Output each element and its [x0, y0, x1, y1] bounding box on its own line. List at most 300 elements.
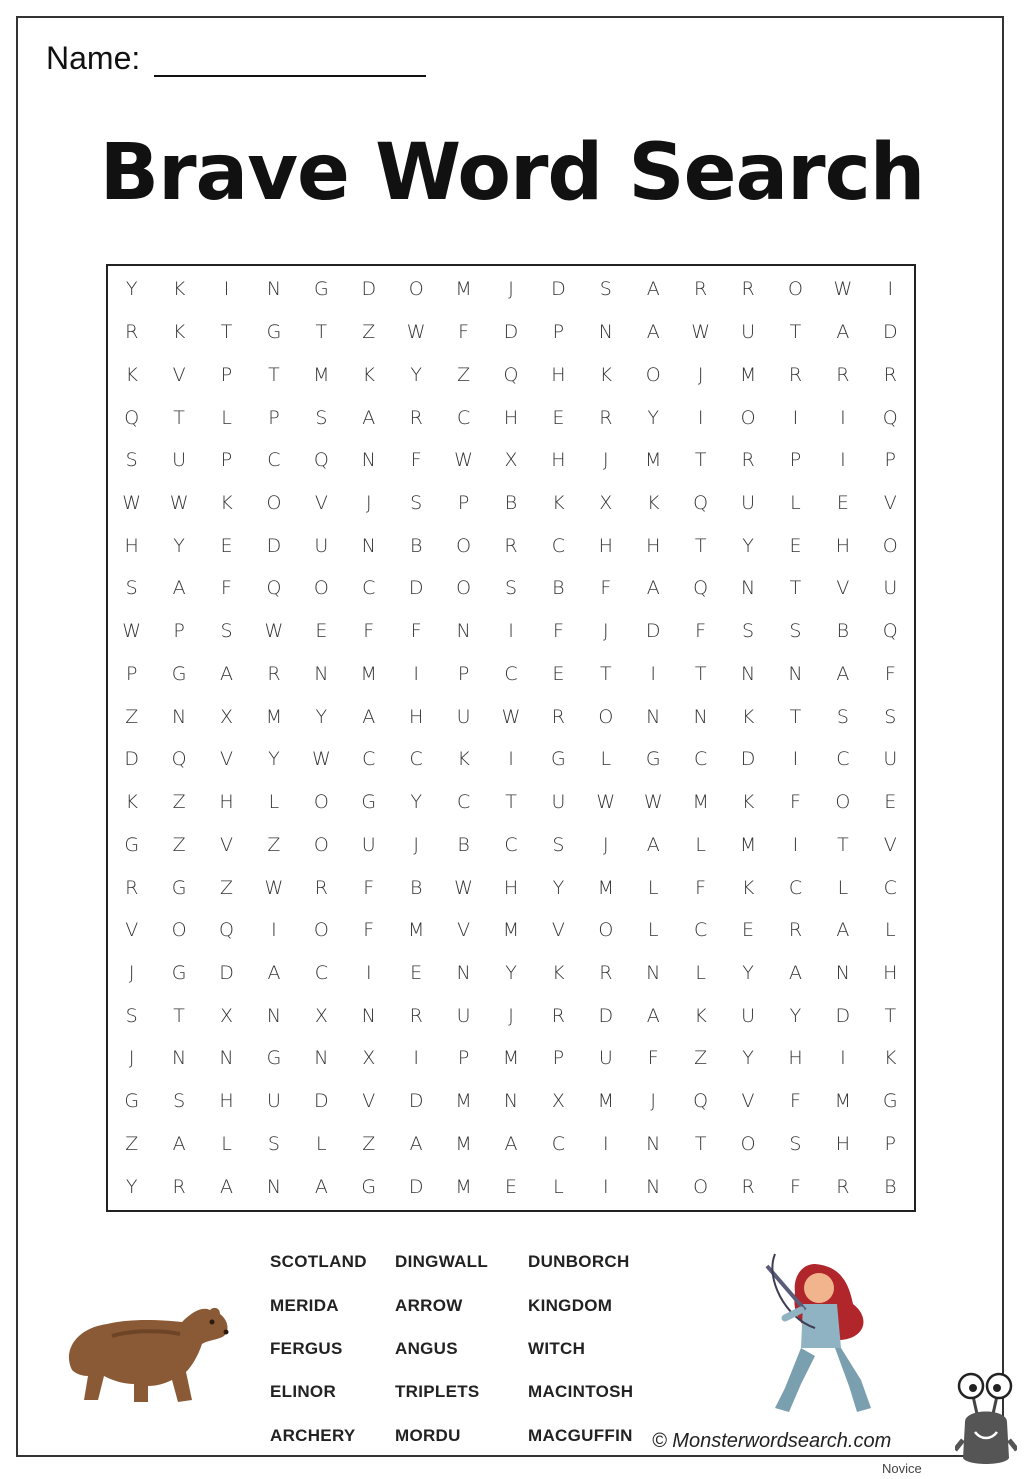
grid-letter[interactable]: H — [503, 406, 519, 429]
grid-letter[interactable]: H — [551, 363, 566, 386]
grid-letter[interactable]: U — [741, 321, 755, 344]
grid-letter[interactable]: M — [455, 1132, 472, 1155]
grid-letter[interactable]: O — [313, 577, 329, 600]
grid-letter[interactable]: H — [124, 534, 139, 557]
grid-letter[interactable]: M — [360, 662, 377, 685]
grid-letter[interactable]: F — [363, 919, 375, 942]
grid-letter[interactable]: Y — [742, 961, 754, 984]
grid-letter[interactable]: W — [169, 491, 189, 514]
grid-letter[interactable]: Z — [220, 876, 234, 899]
grid-letter[interactable]: S — [504, 577, 518, 600]
grid-letter[interactable]: W — [833, 278, 853, 301]
grid-letter[interactable]: G — [551, 748, 566, 771]
grid-letter[interactable]: I — [413, 662, 419, 685]
grid-letter[interactable]: D — [219, 961, 234, 984]
grid-letter[interactable]: V — [457, 919, 471, 942]
grid-letter[interactable]: K — [694, 1004, 707, 1027]
grid-letter[interactable]: T — [789, 577, 802, 600]
grid-letter[interactable]: S — [267, 1132, 280, 1155]
grid-letter[interactable]: R — [599, 961, 613, 984]
grid-letter[interactable]: F — [458, 321, 470, 344]
grid-letter[interactable]: I — [271, 919, 277, 942]
grid-letter[interactable]: V — [741, 1090, 755, 1113]
grid-letter[interactable]: D — [408, 1090, 424, 1113]
grid-letter[interactable]: L — [553, 1175, 564, 1198]
grid-letter[interactable]: T — [694, 662, 707, 685]
grid-letter[interactable]: C — [409, 748, 423, 771]
grid-letter[interactable]: V — [172, 363, 186, 386]
grid-letter[interactable]: A — [267, 961, 281, 984]
grid-letter[interactable]: W — [501, 705, 521, 728]
grid-letter[interactable]: M — [834, 1090, 852, 1113]
grid-letter[interactable]: L — [268, 791, 280, 814]
grid-letter[interactable]: F — [363, 876, 375, 899]
grid-letter[interactable]: W — [122, 620, 142, 643]
grid-letter[interactable]: A — [172, 577, 186, 600]
grid-letter[interactable]: Q — [219, 919, 234, 942]
grid-letter[interactable]: I — [413, 1047, 419, 1070]
grid-letter[interactable]: F — [600, 577, 612, 600]
grid-letter[interactable]: B — [884, 1175, 897, 1198]
grid-letter[interactable]: Z — [362, 1132, 376, 1155]
grid-letter[interactable]: A — [646, 278, 660, 301]
grid-letter[interactable]: N — [219, 1047, 234, 1070]
grid-letter[interactable]: X — [599, 491, 613, 514]
grid-letter[interactable]: Y — [742, 534, 754, 557]
grid-letter[interactable]: R — [551, 705, 565, 728]
grid-letter[interactable]: V — [836, 577, 850, 600]
grid-letter[interactable]: A — [409, 1132, 423, 1155]
grid-letter[interactable]: G — [171, 662, 187, 685]
grid-letter[interactable]: R — [409, 406, 423, 429]
grid-letter[interactable]: Y — [410, 791, 422, 814]
grid-letter[interactable]: S — [836, 705, 849, 728]
grid-letter[interactable]: E — [220, 534, 233, 557]
grid-letter[interactable]: D — [598, 1004, 614, 1027]
grid-letter[interactable]: A — [646, 321, 660, 344]
grid-letter[interactable]: V — [220, 833, 234, 856]
grid-letter[interactable]: L — [790, 491, 801, 514]
grid-letter[interactable]: M — [739, 363, 757, 386]
grid-letter[interactable]: W — [454, 876, 473, 899]
grid-letter[interactable]: P — [552, 321, 565, 344]
grid-letter[interactable]: U — [883, 577, 898, 600]
grid-letter[interactable]: Y — [315, 705, 328, 728]
grid-letter[interactable]: F — [647, 1047, 659, 1070]
grid-letter[interactable]: M — [502, 919, 520, 942]
grid-letter[interactable]: W — [122, 491, 142, 514]
grid-letter[interactable]: A — [836, 321, 850, 344]
grid-letter[interactable]: C — [504, 833, 518, 856]
grid-letter[interactable]: E — [410, 961, 423, 984]
grid-letter[interactable]: N — [456, 620, 471, 643]
grid-letter[interactable]: K — [599, 363, 613, 386]
grid-letter[interactable]: F — [552, 620, 564, 643]
grid-letter[interactable]: W — [596, 791, 616, 814]
grid-letter[interactable]: K — [552, 491, 565, 514]
grid-letter[interactable]: C — [362, 748, 376, 771]
grid-letter[interactable]: H — [883, 961, 898, 984]
grid-letter[interactable]: A — [172, 1132, 186, 1155]
grid-letter[interactable]: Y — [789, 1004, 802, 1027]
grid-letter[interactable]: U — [598, 1047, 613, 1070]
grid-letter[interactable]: Q — [693, 491, 709, 514]
grid-letter[interactable]: K — [457, 748, 470, 771]
grid-letter[interactable]: S — [125, 1004, 138, 1027]
grid-letter[interactable]: O — [882, 534, 898, 557]
grid-letter[interactable]: T — [173, 406, 185, 429]
grid-letter[interactable]: M — [739, 833, 757, 856]
grid-letter[interactable]: Q — [266, 577, 282, 600]
grid-letter[interactable]: R — [836, 363, 850, 386]
grid-letter[interactable]: F — [410, 449, 422, 472]
grid-letter[interactable]: U — [456, 705, 471, 728]
grid-letter[interactable]: R — [694, 278, 708, 301]
grid-letter[interactable]: P — [220, 363, 233, 386]
grid-letter[interactable]: K — [362, 363, 375, 386]
grid-letter[interactable]: R — [125, 876, 139, 899]
grid-letter[interactable]: K — [552, 961, 565, 984]
grid-letter[interactable]: G — [124, 833, 140, 856]
grid-letter[interactable]: N — [456, 961, 471, 984]
grid-letter[interactable]: S — [220, 620, 233, 643]
grid-letter[interactable]: W — [406, 321, 426, 344]
grid-letter[interactable]: K — [220, 491, 233, 514]
grid-letter[interactable]: D — [882, 321, 898, 344]
grid-letter[interactable]: I — [650, 662, 657, 685]
name-line[interactable] — [154, 41, 426, 77]
grid-letter[interactable]: P — [457, 1047, 470, 1070]
grid-letter[interactable]: D — [361, 278, 377, 301]
grid-letter[interactable]: P — [552, 1047, 565, 1070]
grid-letter[interactable]: J — [650, 1090, 657, 1113]
grid-letter[interactable]: O — [835, 791, 851, 814]
grid-letter[interactable]: L — [600, 748, 612, 771]
grid-letter[interactable]: N — [314, 662, 329, 685]
grid-letter[interactable]: T — [600, 662, 612, 685]
grid-letter[interactable]: Z — [267, 833, 281, 856]
grid-letter[interactable]: U — [456, 1004, 471, 1027]
grid-letter[interactable]: U — [883, 748, 898, 771]
grid-letter[interactable]: N — [835, 961, 850, 984]
grid-letter[interactable]: K — [125, 791, 138, 814]
grid-letter[interactable]: R — [883, 363, 897, 386]
grid-letter[interactable]: B — [836, 620, 850, 643]
grid-letter[interactable]: W — [643, 791, 663, 814]
grid-letter[interactable]: L — [316, 1132, 327, 1155]
grid-letter[interactable]: A — [504, 1132, 518, 1155]
grid-letter[interactable]: E — [742, 919, 755, 942]
grid-letter[interactable]: H — [219, 1090, 234, 1113]
grid-letter[interactable]: P — [457, 491, 470, 514]
grid-letter[interactable]: E — [836, 491, 849, 514]
grid-letter[interactable]: W — [264, 876, 284, 899]
grid-letter[interactable]: T — [884, 1004, 897, 1027]
grid-letter[interactable]: N — [646, 961, 661, 984]
grid-letter[interactable]: K — [884, 1047, 897, 1070]
grid-letter[interactable]: A — [836, 919, 850, 942]
grid-letter[interactable]: S — [125, 449, 138, 472]
grid-letter[interactable]: Z — [457, 363, 471, 386]
grid-letter[interactable]: G — [171, 961, 187, 984]
grid-letter[interactable]: M — [455, 278, 472, 301]
grid-letter[interactable]: K — [741, 705, 755, 728]
grid-letter[interactable]: Q — [882, 620, 898, 643]
grid-letter[interactable]: M — [407, 919, 425, 942]
grid-letter[interactable]: R — [788, 363, 803, 386]
grid-letter[interactable]: P — [457, 662, 470, 685]
grid-letter[interactable]: S — [552, 833, 565, 856]
grid-letter[interactable]: K — [646, 491, 660, 514]
grid-letter[interactable]: K — [172, 321, 186, 344]
grid-letter[interactable]: R — [741, 449, 755, 472]
grid-letter[interactable]: N — [172, 1047, 187, 1070]
grid-letter[interactable]: P — [173, 620, 185, 643]
grid-letter[interactable]: E — [884, 791, 897, 814]
grid-letter[interactable]: I — [792, 406, 799, 429]
grid-letter[interactable]: Z — [172, 791, 186, 814]
grid-letter[interactable]: Y — [647, 406, 660, 429]
grid-letter[interactable]: U — [314, 534, 329, 557]
grid-letter[interactable]: T — [694, 534, 707, 557]
grid-letter[interactable]: I — [365, 961, 372, 984]
grid-letter[interactable]: U — [361, 833, 376, 856]
grid-letter[interactable]: I — [223, 278, 230, 301]
grid-letter[interactable]: R — [788, 919, 803, 942]
grid-letter[interactable]: N — [646, 1132, 661, 1155]
grid-letter[interactable]: Z — [362, 321, 376, 344]
grid-letter[interactable]: A — [220, 662, 234, 685]
grid-letter[interactable]: N — [646, 1175, 661, 1198]
grid-letter[interactable]: G — [171, 876, 187, 899]
grid-letter[interactable]: N — [646, 705, 661, 728]
grid-letter[interactable]: Q — [313, 449, 329, 472]
grid-letter[interactable]: M — [455, 1175, 472, 1198]
grid-letter[interactable]: A — [646, 1004, 660, 1027]
grid-letter[interactable]: D — [740, 748, 756, 771]
grid-letter[interactable]: Q — [503, 363, 519, 386]
grid-letter[interactable]: L — [647, 919, 659, 942]
grid-letter[interactable]: Y — [125, 1175, 138, 1198]
grid-letter[interactable]: N — [172, 705, 187, 728]
grid-letter[interactable]: J — [603, 833, 609, 856]
grid-letter[interactable]: A — [314, 1175, 328, 1198]
grid-letter[interactable]: K — [741, 791, 755, 814]
grid-letter[interactable]: A — [220, 1175, 234, 1198]
grid-letter[interactable]: R — [551, 1004, 565, 1027]
grid-letter[interactable]: L — [837, 876, 849, 899]
grid-letter[interactable]: A — [362, 406, 376, 429]
grid-letter[interactable]: R — [741, 278, 755, 301]
grid-letter[interactable]: J — [413, 833, 419, 856]
grid-letter[interactable]: A — [646, 577, 660, 600]
grid-letter[interactable]: I — [603, 1132, 609, 1155]
grid-letter[interactable]: S — [884, 705, 897, 728]
grid-letter[interactable]: Q — [693, 1090, 709, 1113]
grid-letter[interactable]: G — [266, 1047, 282, 1070]
grid-letter[interactable]: P — [789, 449, 802, 472]
grid-letter[interactable]: O — [598, 705, 614, 728]
grid-letter[interactable]: J — [508, 278, 514, 301]
grid-letter[interactable]: I — [508, 620, 514, 643]
grid-letter[interactable]: I — [792, 833, 799, 856]
grid-letter[interactable]: T — [315, 321, 328, 344]
grid-letter[interactable]: C — [456, 791, 471, 814]
grid-letter[interactable]: O — [693, 1175, 709, 1198]
grid-letter[interactable]: Y — [173, 534, 185, 557]
grid-letter[interactable]: G — [313, 278, 329, 301]
grid-letter[interactable]: U — [741, 491, 755, 514]
grid-letter[interactable]: T — [694, 449, 707, 472]
grid-letter[interactable]: O — [266, 491, 282, 514]
grid-letter[interactable]: J — [365, 491, 372, 514]
grid-letter[interactable]: P — [884, 1132, 897, 1155]
grid-letter[interactable]: V — [362, 1090, 376, 1113]
grid-letter[interactable]: H — [551, 449, 566, 472]
grid-letter[interactable]: L — [884, 919, 896, 942]
grid-letter[interactable]: F — [884, 662, 896, 685]
grid-letter[interactable]: O — [645, 363, 661, 386]
grid-letter[interactable]: O — [313, 791, 329, 814]
grid-letter[interactable]: B — [457, 833, 470, 856]
grid-letter[interactable]: O — [598, 919, 614, 942]
grid-letter[interactable]: O — [171, 919, 187, 942]
grid-letter[interactable]: H — [646, 534, 661, 557]
grid-letter[interactable]: U — [551, 791, 566, 814]
grid-letter[interactable]: J — [128, 1047, 135, 1070]
grid-letter[interactable]: D — [408, 577, 424, 600]
grid-letter[interactable]: H — [219, 791, 234, 814]
grid-letter[interactable]: D — [408, 1175, 424, 1198]
grid-letter[interactable]: N — [361, 534, 376, 557]
grid-letter[interactable]: C — [456, 406, 471, 429]
grid-letter[interactable]: O — [408, 278, 424, 301]
grid-letter[interactable]: F — [695, 876, 707, 899]
grid-letter[interactable]: T — [505, 791, 517, 814]
grid-letter[interactable]: H — [835, 534, 851, 557]
grid-letter[interactable]: Y — [410, 363, 422, 386]
grid-letter[interactable]: J — [128, 961, 135, 984]
grid-letter[interactable]: W — [311, 748, 331, 771]
grid-letter[interactable]: M — [597, 876, 615, 899]
grid-letter[interactable]: D — [314, 1090, 329, 1113]
grid-letter[interactable]: Q — [124, 406, 140, 429]
grid-letter[interactable]: K — [125, 363, 138, 386]
grid-letter[interactable]: E — [789, 534, 802, 557]
grid-letter[interactable]: R — [504, 534, 518, 557]
grid-letter[interactable]: M — [455, 1090, 472, 1113]
grid-letter[interactable]: V — [551, 919, 565, 942]
grid-letter[interactable]: N — [693, 705, 708, 728]
grid-letter[interactable]: C — [836, 748, 850, 771]
grid-letter[interactable]: Y — [268, 748, 280, 771]
grid-letter[interactable]: A — [362, 705, 376, 728]
grid-letter[interactable]: M — [692, 791, 709, 814]
grid-letter[interactable]: R — [836, 1175, 850, 1198]
grid-letter[interactable]: S — [125, 577, 138, 600]
grid-letter[interactable]: I — [697, 406, 704, 429]
grid-letter[interactable]: D — [266, 534, 282, 557]
grid-letter[interactable]: N — [361, 1004, 376, 1027]
grid-letter[interactable]: L — [695, 833, 706, 856]
grid-letter[interactable]: X — [220, 1004, 234, 1027]
grid-letter[interactable]: O — [740, 1132, 756, 1155]
grid-letter[interactable]: M — [502, 1047, 520, 1070]
grid-letter[interactable]: Z — [125, 1132, 139, 1155]
grid-letter[interactable]: D — [124, 748, 140, 771]
grid-letter[interactable]: U — [266, 1090, 281, 1113]
grid-letter[interactable]: W — [454, 449, 473, 472]
grid-letter[interactable]: N — [266, 1175, 282, 1198]
grid-letter[interactable]: E — [315, 620, 328, 643]
grid-letter[interactable]: X — [314, 1004, 328, 1027]
grid-letter[interactable]: H — [598, 534, 613, 557]
grid-letter[interactable]: I — [840, 449, 846, 472]
grid-letter[interactable]: K — [172, 278, 186, 301]
grid-letter[interactable]: T — [789, 321, 802, 344]
grid-letter[interactable]: T — [837, 833, 849, 856]
grid-letter[interactable]: B — [409, 876, 423, 899]
grid-letter[interactable]: S — [742, 620, 755, 643]
grid-letter[interactable]: L — [221, 1132, 232, 1155]
grid-letter[interactable]: Y — [505, 961, 517, 984]
grid-letter[interactable]: N — [740, 577, 756, 600]
grid-letter[interactable]: M — [265, 705, 283, 728]
grid-letter[interactable]: M — [313, 363, 330, 386]
grid-letter[interactable]: E — [552, 662, 565, 685]
grid-letter[interactable]: V — [883, 833, 897, 856]
grid-letter[interactable]: I — [840, 406, 846, 429]
grid-letter[interactable]: H — [409, 705, 424, 728]
grid-letter[interactable]: Y — [125, 278, 138, 301]
grid-letter[interactable]: X — [220, 705, 234, 728]
grid-letter[interactable]: E — [552, 406, 565, 429]
grid-letter[interactable]: N — [503, 1090, 519, 1113]
grid-letter[interactable]: R — [599, 406, 613, 429]
grid-letter[interactable]: S — [599, 278, 612, 301]
grid-letter[interactable]: I — [840, 1047, 846, 1070]
grid-letter[interactable]: C — [788, 876, 803, 899]
grid-letter[interactable]: R — [267, 662, 281, 685]
grid-letter[interactable]: P — [220, 449, 233, 472]
grid-letter[interactable]: B — [552, 577, 565, 600]
grid-letter[interactable]: O — [313, 833, 329, 856]
grid-letter[interactable]: Q — [693, 577, 709, 600]
grid-letter[interactable]: G — [882, 1090, 898, 1113]
grid-letter[interactable]: U — [172, 449, 187, 472]
grid-letter[interactable]: T — [173, 1004, 185, 1027]
grid-letter[interactable]: S — [410, 491, 423, 514]
grid-letter[interactable]: V — [883, 491, 897, 514]
grid-letter[interactable]: X — [551, 1090, 565, 1113]
grid-letter[interactable]: P — [884, 449, 897, 472]
grid-letter[interactable]: R — [125, 321, 139, 344]
grid-letter[interactable]: O — [313, 919, 329, 942]
grid-letter[interactable]: J — [697, 363, 704, 386]
grid-letter[interactable]: R — [409, 1004, 423, 1027]
grid-letter[interactable]: R — [314, 876, 328, 899]
grid-letter[interactable]: H — [503, 876, 519, 899]
grid-letter[interactable]: U — [741, 1004, 755, 1027]
grid-letter[interactable]: J — [603, 449, 609, 472]
grid-letter[interactable]: I — [508, 748, 514, 771]
grid-letter[interactable]: Y — [742, 1047, 754, 1070]
grid-letter[interactable]: R — [741, 1175, 755, 1198]
grid-letter[interactable]: B — [409, 534, 423, 557]
grid-letter[interactable]: T — [789, 705, 802, 728]
grid-letter[interactable]: C — [694, 748, 708, 771]
grid-letter[interactable]: N — [361, 449, 376, 472]
